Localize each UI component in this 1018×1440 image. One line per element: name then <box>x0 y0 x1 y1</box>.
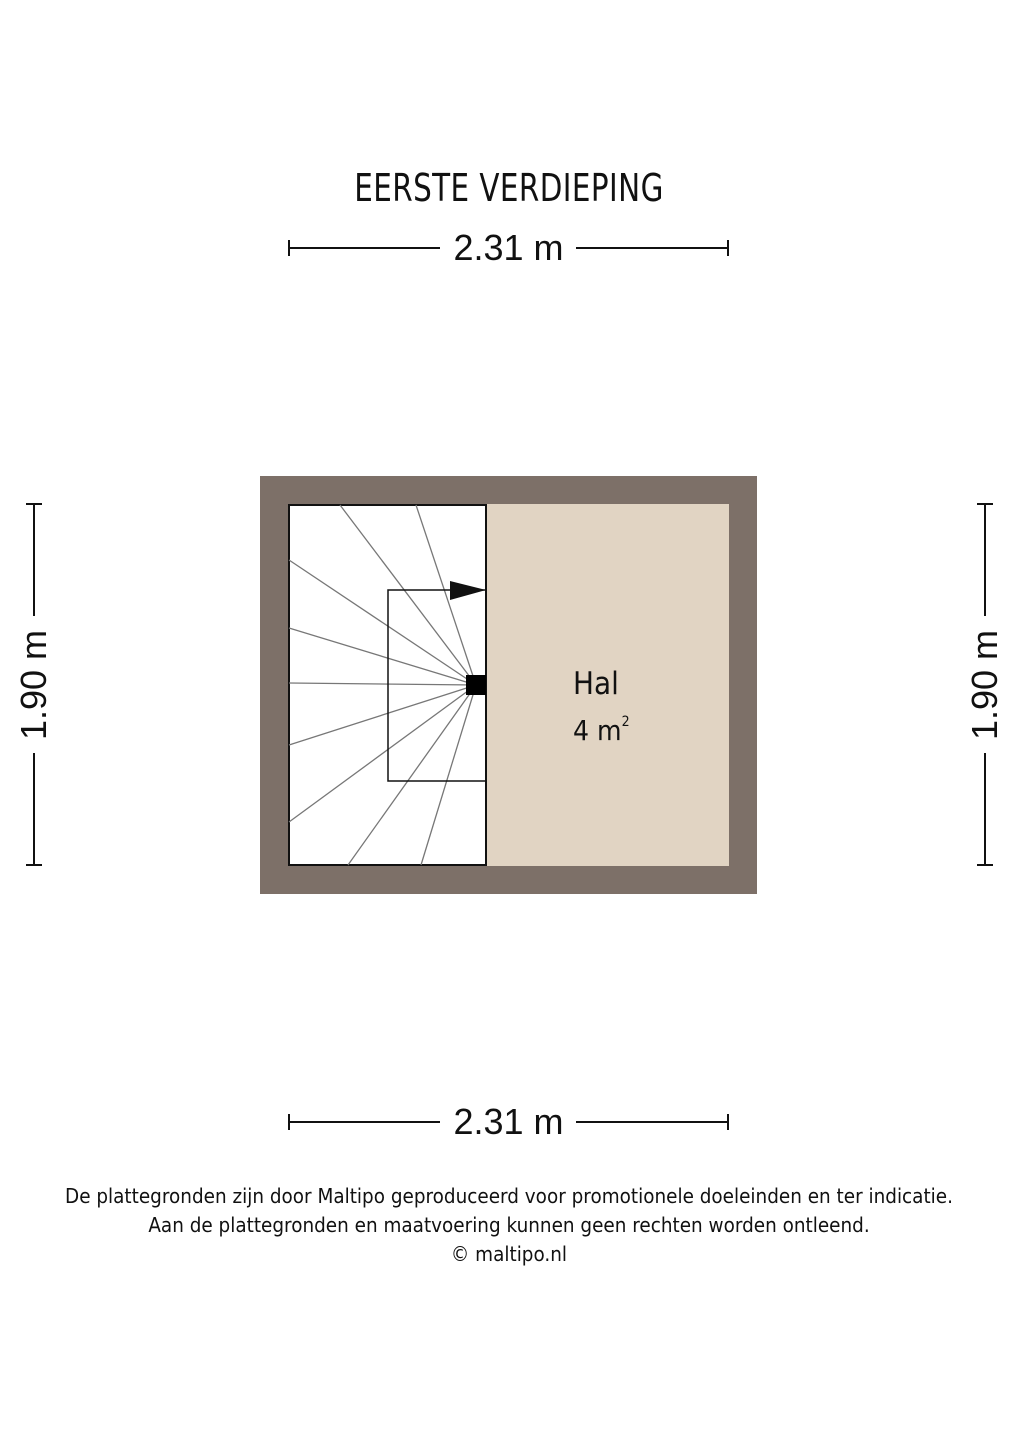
bottom-width-label: 2.31 m <box>453 1101 564 1142</box>
room-name: Hal <box>573 666 619 702</box>
right-height-label: 1.90 m <box>964 629 1005 740</box>
room-area <box>573 714 630 747</box>
stair-newel-post <box>466 675 486 695</box>
copyright-link[interactable]: © maltipo.nl <box>450 1242 568 1266</box>
room-area-value: 4 m <box>573 714 622 747</box>
top-width-label: 2.31 m <box>453 227 564 268</box>
disclaimer-line-2: Aan de plattegronden en maatvoering kunnen geen rechten worden ontleend. <box>148 1213 870 1237</box>
disclaimer-line-1: De plattegronden zijn door Maltipo geproduceerd voor promotionele doeleinden en ter indicatie. <box>65 1184 953 1208</box>
left-height-label: 1.90 m <box>13 629 54 740</box>
room-area-unit-exponent: 2 <box>621 714 630 730</box>
floor-title: EERSTE VERDIEPING <box>354 166 664 210</box>
